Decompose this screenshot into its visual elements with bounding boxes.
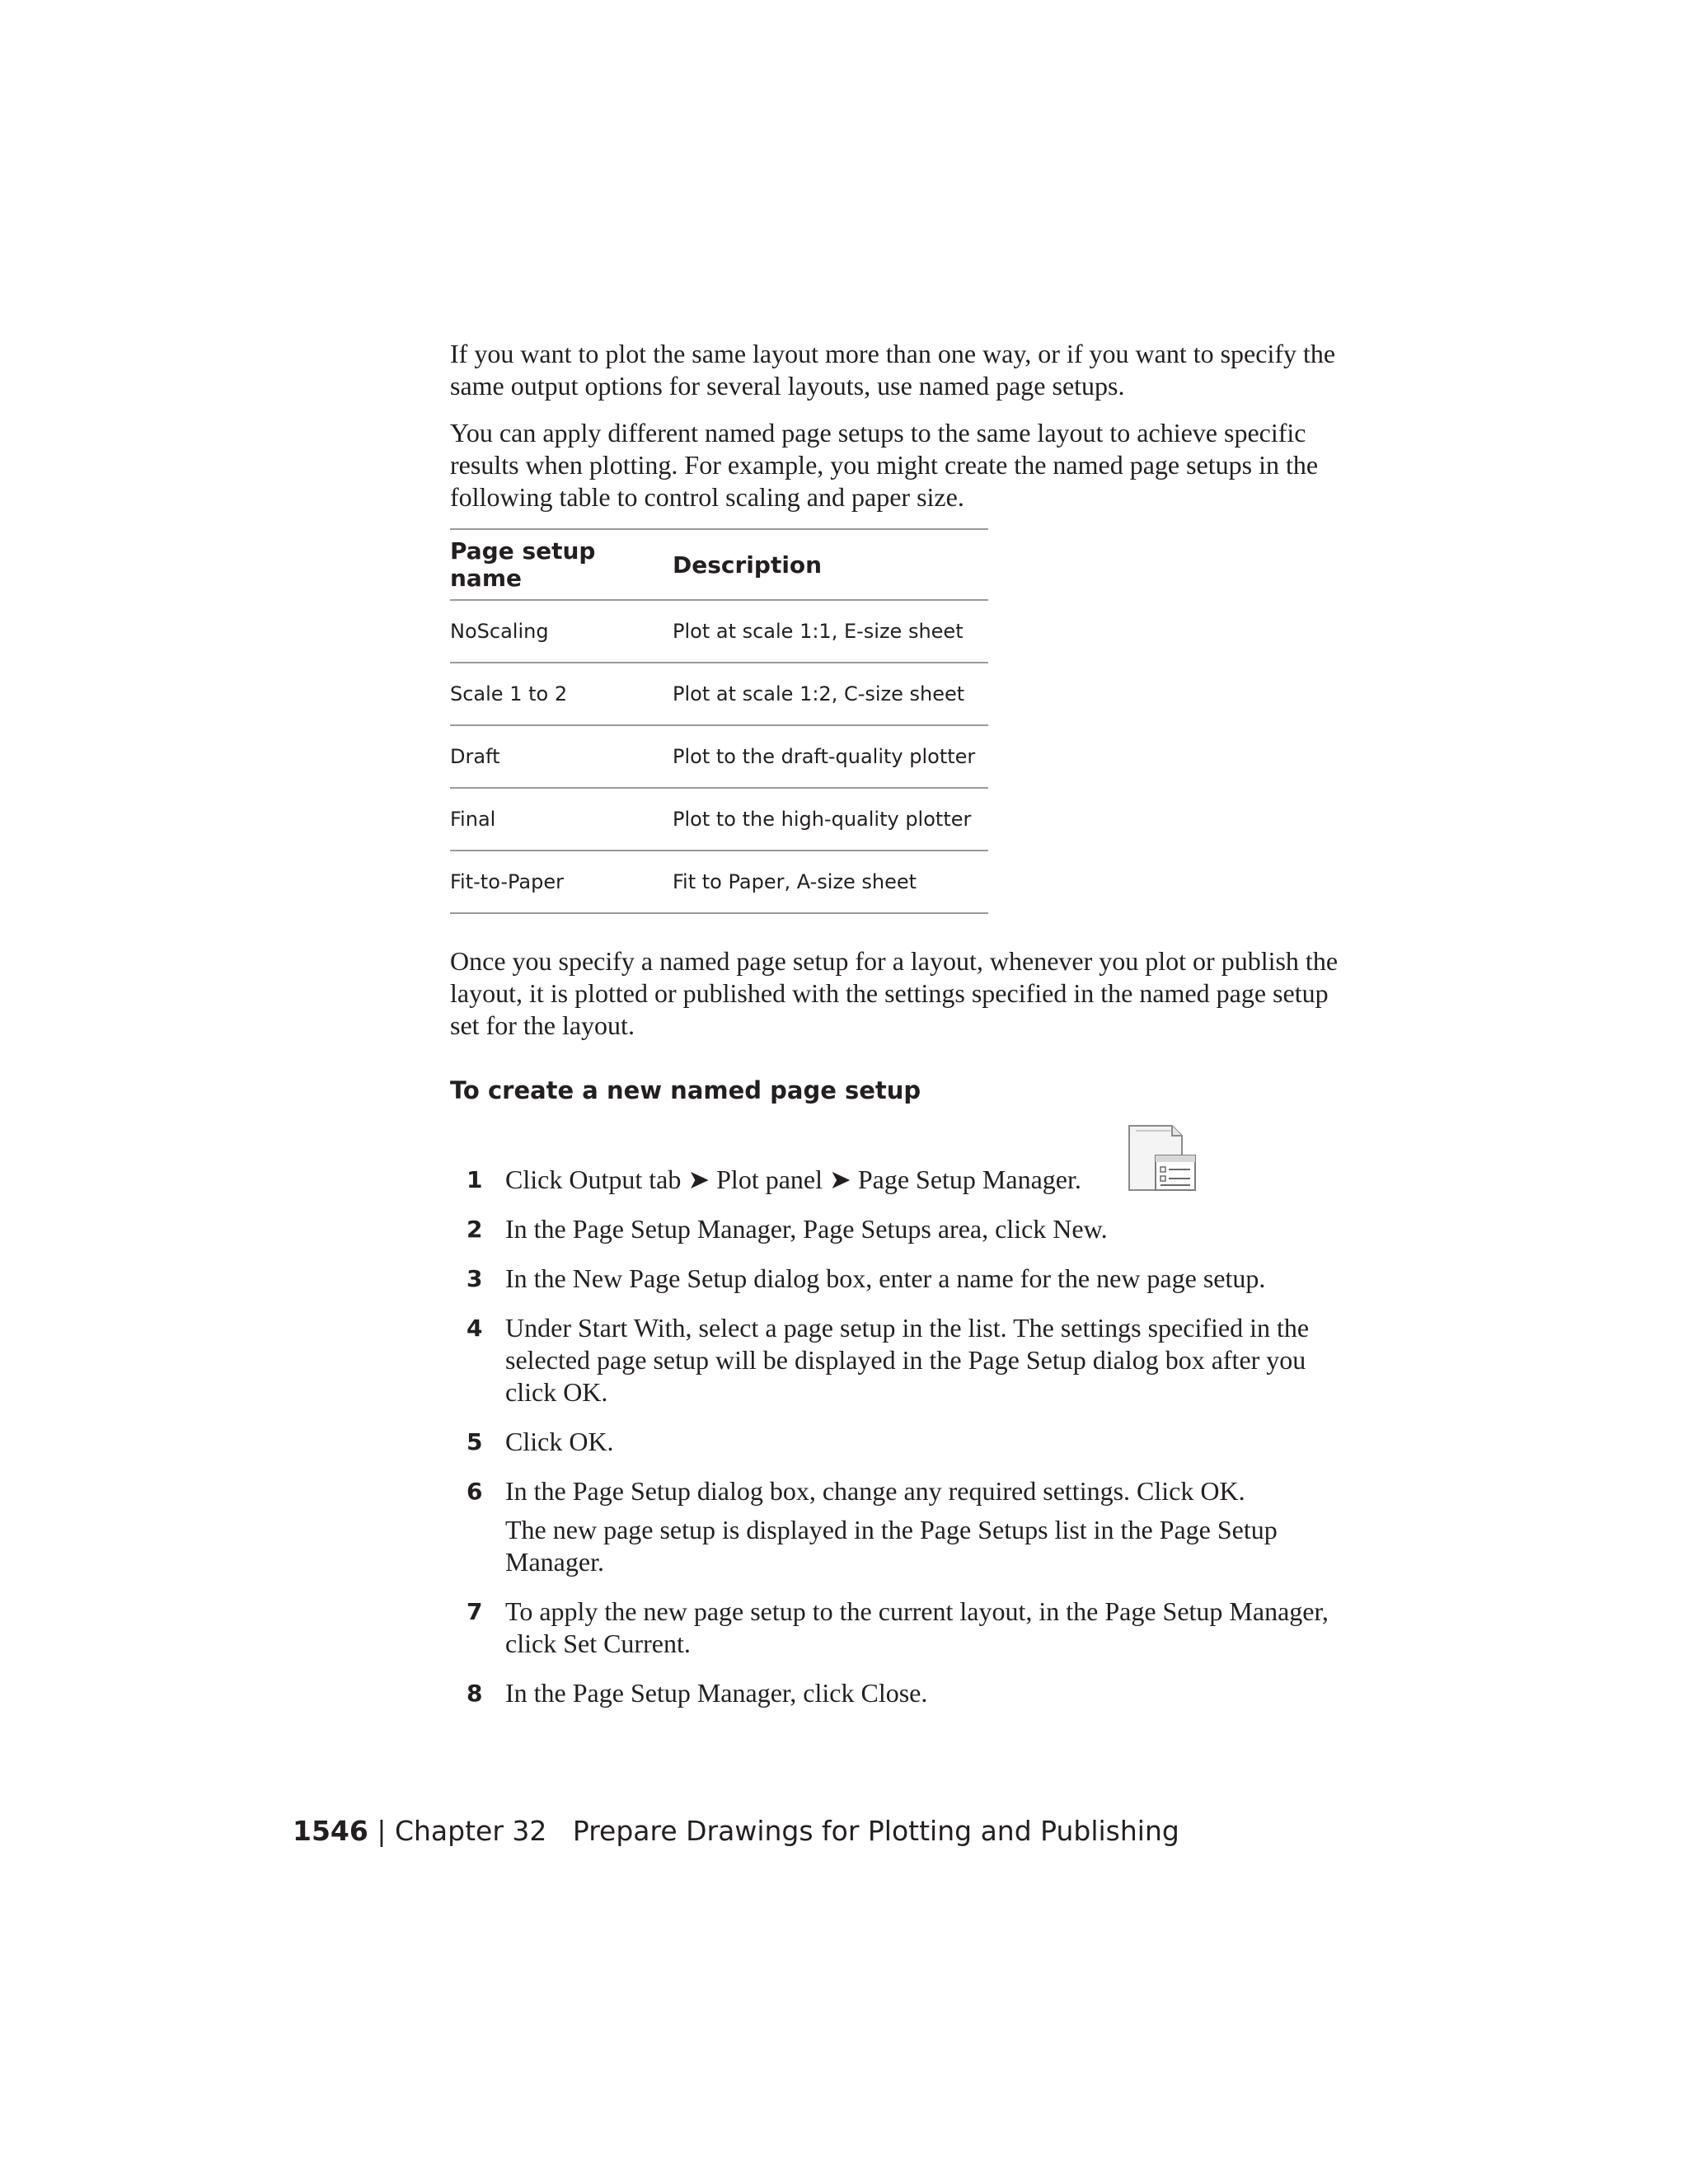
setup-description-cell: Plot to the draft-quality plotter	[673, 725, 988, 788]
table-header-row	[450, 529, 988, 600]
table-row	[450, 663, 988, 725]
after-table-paragraph: Once you specify a named page setup for a layout, whenever you plot or publish the layout, it is plotted or published with the settings specified in the named page setup set for the layout.	[450, 946, 1339, 1040]
step-text: Under Start With, select a page setup in the list. The settings specified in the selected page setup will be displayed in the Page Setup dialog box after you click OK.	[505, 1313, 1310, 1407]
column-header-description: Description	[673, 529, 988, 600]
page-footer	[293, 1815, 1179, 1847]
step-text: In the Page Setup Manager, click Close.	[505, 1678, 928, 1708]
step-item	[450, 1124, 1340, 1196]
step-number: 3	[467, 1265, 483, 1292]
step-number: 5	[467, 1428, 483, 1455]
page-number: 1546	[293, 1815, 368, 1847]
table-row	[450, 788, 988, 851]
step-item	[450, 1677, 1340, 1709]
chapter-title: Prepare Drawings for Plotting and Publishing	[572, 1815, 1179, 1847]
step-result-text: The new page setup is displayed in the Page Setups list in the Page Setup Manager.	[505, 1515, 1278, 1577]
setup-description-cell: Plot at scale 1:2, C-size sheet	[673, 663, 988, 725]
step-number: 4	[467, 1315, 483, 1342]
setup-name-cell: Draft	[450, 725, 673, 788]
page-content	[450, 338, 1340, 1727]
setup-name-cell: Scale 1 to 2	[450, 663, 673, 725]
step-number: 8	[467, 1680, 483, 1707]
setup-name-cell: NoScaling	[450, 600, 673, 663]
step-text: Click Output tab ➤ Plot panel ➤ Page Setup Manager.	[505, 1165, 1081, 1194]
step-text: In the Page Setup dialog box, change any required settings. Click OK.	[505, 1476, 1245, 1506]
setup-description-cell: Plot to the high-quality plotter	[673, 788, 988, 851]
setup-name-cell: Fit-to-Paper	[450, 851, 673, 913]
step-item	[450, 1263, 1340, 1295]
intro-paragraph-2: You can apply different named page setups to the same layout to achieve specific results when plotting. For example, you might create the named page setups in the following table to control scaling and paper size.	[450, 418, 1319, 512]
step-number: 2	[467, 1216, 483, 1243]
table-row	[450, 725, 988, 788]
procedure-steps	[450, 1124, 1340, 1709]
setup-description-cell: Fit to Paper, A-size sheet	[673, 851, 988, 913]
step-number: 6	[467, 1478, 483, 1505]
step-text: In the Page Setup Manager, Page Setups area, click New.	[505, 1214, 1108, 1244]
page-setup-manager-icon	[1126, 1124, 1172, 1170]
setup-name-cell: Final	[450, 788, 673, 851]
step-item	[450, 1596, 1340, 1660]
step-text: To apply the new page setup to the current layout, in the Page Setup Manager, click Set Current.	[505, 1596, 1329, 1658]
table-row	[450, 600, 988, 663]
step-item	[450, 1213, 1340, 1245]
intro-paragraph-1: If you want to plot the same layout more than one way, or if you want to specify the same output options for several layouts, use named page setups.	[450, 339, 1336, 401]
table-row	[450, 851, 988, 913]
step-number: 7	[467, 1598, 483, 1625]
footer-separator: |	[368, 1815, 395, 1847]
step-text: In the New Page Setup dialog box, enter a name for the new page setup.	[505, 1263, 1266, 1293]
step-number: 1	[467, 1166, 483, 1193]
step-item	[450, 1312, 1340, 1408]
chapter-label: Chapter 32	[394, 1815, 547, 1847]
step-item	[450, 1475, 1340, 1578]
procedure-heading: To create a new named page setup	[450, 1076, 921, 1104]
column-header-name: Page setup name	[450, 529, 673, 600]
step-text: Click OK.	[505, 1427, 614, 1456]
setup-description-cell: Plot at scale 1:1, E-size sheet	[673, 600, 988, 663]
step-item	[450, 1426, 1340, 1458]
page-setups-table	[450, 528, 988, 914]
